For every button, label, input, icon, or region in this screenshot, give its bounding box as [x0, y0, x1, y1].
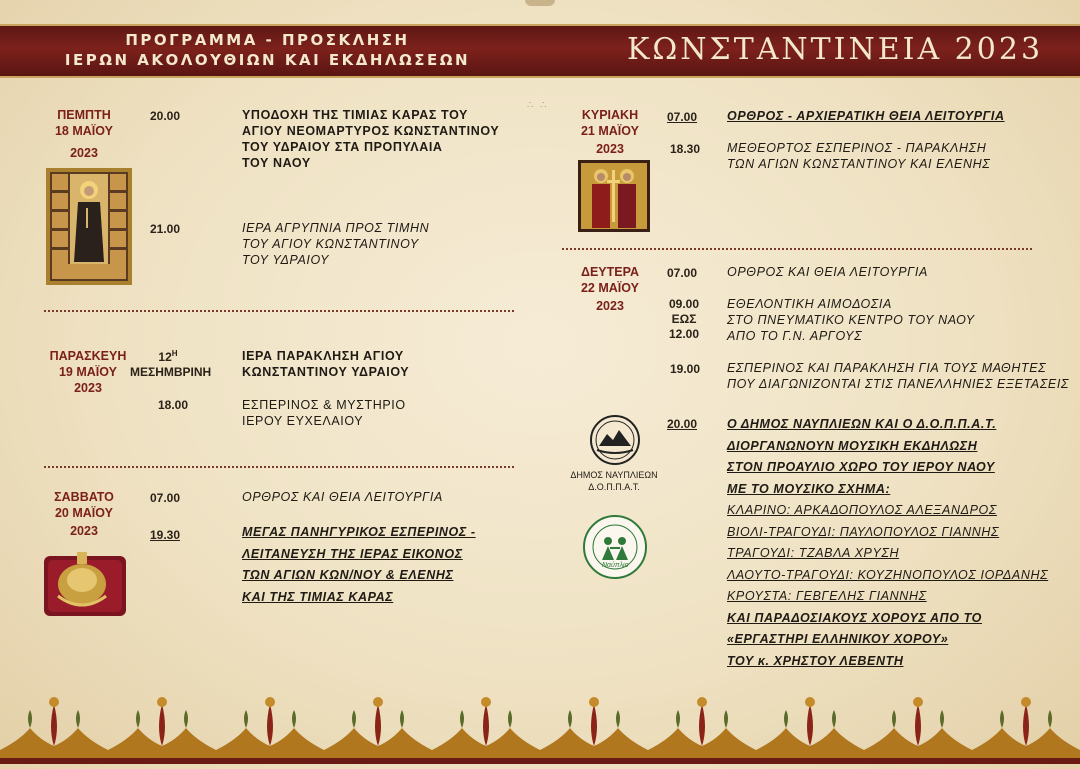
monday-time-2 — [660, 297, 708, 342]
sunday-day: ΚΥΡΙΑΚΗ — [581, 108, 639, 122]
saturday-event-2-line: ΚΑΙ ΤΗΣ ΤΙΜΙΑΣ ΚΑΡΑΣ — [242, 589, 394, 604]
concert-line: ΜΕ ΤΟ ΜΟΥΣΙΚΟ ΣΧΗΜΑ: — [727, 481, 891, 496]
saturday-date — [34, 489, 134, 539]
sunday-event-1-line: ΟΡΘΡΟΣ - ΑΡΧΙΕΡΑΤΙΚΗ ΘΕΙΑ ΛΕΙΤΟΥΡΓΙΑ — [727, 109, 1005, 123]
monday-event-2-line: ΑΠΟ ΤΟ Γ.Ν. ΑΡΓΟΥΣ — [727, 329, 863, 343]
monday-event-1 — [727, 264, 928, 280]
monday-event-2 — [727, 296, 975, 344]
header-left-title — [40, 30, 495, 70]
top-ornament — [525, 0, 555, 6]
sunday-year: 2023 — [596, 142, 624, 156]
friday-event-1-line: ΚΩΝΣΤΑΝΤΙΝΟΥ ΥΔΡΑΙΟΥ — [242, 365, 410, 379]
sunday-day-month: 21 ΜΑΪΟΥ — [580, 124, 639, 138]
header-left-line-1: ΠΡΟΓΡΑΜΜΑ - ΠΡΟΣΚΛΗΣΗ — [125, 31, 410, 49]
dance-workshop-city: Ναύπλιο — [602, 562, 629, 569]
thursday-event-1-line: ΤΟΥ ΝΑΟΥ — [242, 156, 311, 170]
friday-time-superscript: Η — [171, 349, 178, 358]
saturday-time-1: 07.00 — [150, 491, 181, 505]
monday-event-2-line: ΕΘΕΛΟΝΤΙΚΗ ΑΙΜΟΔΟΣΙΑ — [727, 297, 892, 311]
thursday-year: 2023 — [70, 146, 98, 160]
thursday-event-1-line: ΑΓΙΟΥ ΝΕΟΜΑΡΤΥΡΟΣ ΚΩΝΣΤΑΝΤΙΝΟΥ — [242, 124, 500, 138]
thursday-event-1 — [242, 107, 499, 171]
sunday-event-1 — [727, 108, 1005, 124]
dance-workshop-logo — [582, 514, 648, 580]
sunday-date — [560, 107, 660, 157]
monday-event-2-line: ΣΤΟ ΠΝΕΥΜΑΤΙΚΟ ΚΕΝΤΡΟ ΤΟΥ ΝΑΟΥ — [727, 313, 975, 327]
monday-event-3 — [727, 360, 1069, 392]
saturday-day-month: 20 ΜΑΪΟΥ — [54, 506, 113, 520]
friday-event-1-line: ΙΕΡΑ ΠΑΡΑΚΛΗΣΗ ΑΓΙΟΥ — [242, 349, 404, 363]
monday-time-2-start: 09.00 — [668, 297, 700, 311]
friday-event-1 — [242, 348, 409, 380]
thursday-time-2: 21.00 — [150, 222, 181, 236]
friday-event-2 — [242, 397, 406, 429]
saturday-time-2: 19.30 — [150, 528, 181, 542]
friday-day: ΠΑΡΑΣΚΕΥΗ — [49, 349, 127, 363]
municipality-nafplio-logo — [585, 414, 645, 466]
footer-ornament-border — [0, 688, 1080, 764]
monday-event-1-line: ΟΡΘΡΟΣ ΚΑΙ ΘΕΙΑ ΛΕΙΤΟΥΡΓΙΑ — [727, 265, 928, 279]
musician-line: ΒΙΟΛΙ-ΤΡΑΓΟΥΔΙ: ΠΑΥΛΟΠΟΥΛΟΣ ΓΙΑΝΝΗΣ — [727, 524, 1000, 539]
saints-constantine-helen-icon — [578, 160, 650, 232]
friday-time-hour: 12 — [158, 350, 172, 364]
thursday-event-1-line: ΤΟΥ ΥΔΡΑΙΟΥ ΣΤΑ ΠΡΟΠΥΛΑΙΑ — [242, 140, 443, 154]
concert-line: Ο ΔΗΜΟΣ ΝΑΥΠΛΙΕΩΝ ΚΑΙ Ο Δ.Ο.Π.Π.Α.Τ. — [727, 417, 997, 431]
friday-event-2-line: ΙΕΡΟΥ ΕΥΧΕΛΑΙΟΥ — [242, 414, 364, 428]
thursday-date — [34, 107, 134, 161]
thursday-day: ΠΕΜΠΤΗ — [57, 108, 111, 122]
monday-event-3-line: ΕΣΠΕΡΙΝΟΣ ΚΑΙ ΠΑΡΑΚΛΗΣΗ ΓΙΑ ΤΟΥΣ ΜΑΘΗΤΕΣ — [727, 361, 1047, 375]
saturday-day: ΣΑΒΒΑΤΟ — [54, 490, 114, 504]
concert-line: ΔΙΟΡΓΑΝΩΝΟΥΝ ΜΟΥΣΙΚΗ ΕΚΔΗΛΩΣΗ — [727, 438, 978, 453]
thursday-event-2-line: ΤΟΥ ΑΓΙΟΥ ΚΩΝΣΤΑΝΤΙΝΟΥ — [242, 237, 419, 251]
thursday-event-2 — [242, 220, 429, 268]
musician-line: ΚΛΑΡΙΝΟ: ΑΡΚΑΔΟΠΟΥΛΟΣ ΑΛΕΞΑΝΔΡΟΣ — [727, 503, 997, 517]
concert-line: «ΕΡΓΑΣΤΗΡΙ ΕΛΛΗΝΙΚΟΥ ΧΟΡΟΥ» — [727, 632, 949, 646]
header-banner — [0, 24, 1080, 78]
thursday-event-1-line: ΥΠΟΔΟΧΗ ΤΗΣ ΤΙΜΙΑΣ ΚΑΡΑΣ ΤΟΥ — [242, 108, 468, 122]
friday-time-2: 18.00 — [158, 398, 189, 412]
saturday-event-2 — [242, 522, 476, 608]
divider — [44, 466, 514, 468]
saturday-event-1 — [242, 489, 443, 505]
friday-time-1 — [130, 346, 212, 380]
header-right-title: ΚΩΝΣΤΑΝΤΙΝΕΙΑ 2023 — [626, 32, 1044, 67]
column-separator-ornament: ∴ ∴ — [527, 100, 549, 111]
thursday-event-2-line: ΙΕΡΑ ΑΓΡΥΠΝΙΑ ΠΡΟΣ ΤΙΜΗΝ — [242, 221, 430, 235]
friday-event-2-line: ΕΣΠΕΡΙΝΟΣ & ΜΥΣΤΗΡΙΟ — [242, 398, 406, 412]
musician-line: ΛΑΟΥΤΟ-ΤΡΑΓΟΥΔΙ: ΚΟΥΖΗΝΟΠΟΥΛΟΣ ΙΟΡΔΑΝΗΣ — [727, 567, 1049, 582]
monday-time-2-until: ΕΩΣ — [671, 312, 697, 326]
friday-day-month: 19 ΜΑΪΟΥ — [58, 365, 117, 379]
divider — [562, 248, 1032, 250]
monday-time-3: 19.00 — [670, 362, 701, 376]
musician-line: ΚΡΟΥΣΤΑ: ΓΕΒΓΕΛΗΣ ΓΙΑΝΝΗΣ — [727, 589, 927, 603]
concert-line: ΣΤΟΝ ΠΡΟΑΥΛΙΟ ΧΩΡΟ ΤΟΥ ΙΕΡΟΥ ΝΑΟΥ — [727, 460, 995, 474]
thursday-event-2-line: ΤΟΥ ΥΔΡΑΙΟΥ — [242, 253, 330, 267]
divider — [44, 310, 514, 312]
sunday-event-2-line: ΤΩΝ ΑΓΙΩΝ ΚΩΝΣΤΑΝΤΙΝΟΥ ΚΑΙ ΕΛΕΝΗΣ — [727, 157, 991, 171]
concert-line: ΚΑΙ ΠΑΡΑΔΟΣΙΑΚΟΥΣ ΧΟΡΟΥΣ ΑΠΟ ΤΟ — [727, 610, 982, 625]
monday-day: ΔΕΥΤΕΡΑ — [580, 265, 640, 279]
sunday-time-1: 07.00 — [667, 110, 698, 124]
monday-time-2-end: 12.00 — [668, 327, 700, 341]
saturday-event-2-line: ΤΩΝ ΑΓΙΩΝ ΚΩΝ/ΝΟΥ & ΕΛΕΝΗΣ — [242, 568, 454, 582]
saturday-event-2-line: ΛΕΙΤΑΝΕΥΣΗ ΤΗΣ ΙΕΡΑΣ ΕΙΚΟΝΟΣ — [242, 546, 463, 561]
thursday-day-month: 18 ΜΑΪΟΥ — [54, 124, 113, 138]
saint-constantine-icon — [46, 168, 132, 285]
monday-time-1: 07.00 — [667, 266, 698, 280]
saturday-event-2-line: ΜΕΓΑΣ ΠΑΝΗΓΥΡΙΚΟΣ ΕΣΠΕΡΙΝΟΣ - — [242, 525, 476, 539]
friday-date — [38, 348, 138, 396]
monday-event-4 — [727, 414, 1048, 672]
relic-reliquary-icon — [44, 546, 126, 616]
musician-line: ΤΡΑΓΟΥΔΙ: ΤΖΑΒΛΑ ΧΡΥΣΗ — [727, 546, 900, 560]
friday-time-noon: ΜΕΣΗΜΒΡΙΝΗ — [130, 365, 212, 379]
thursday-time-1: 20.00 — [150, 109, 181, 123]
sunday-event-2 — [727, 140, 990, 172]
monday-time-4: 20.00 — [667, 417, 698, 431]
saturday-event-1-line: ΟΡΘΡΟΣ ΚΑΙ ΘΕΙΑ ΛΕΙΤΟΥΡΓΙΑ — [242, 490, 443, 504]
saturday-year: 2023 — [70, 524, 98, 538]
friday-year: 2023 — [74, 381, 102, 395]
sunday-time-2: 18.30 — [670, 142, 701, 156]
monday-year: 2023 — [596, 299, 624, 313]
municipality-caption-line: Δ.Ο.Π.Π.Α.Τ. — [588, 482, 640, 492]
monday-event-3-line: ΠΟΥ ΔΙΑΓΩΝΙΖΟΝΤΑΙ ΣΤΙΣ ΠΑΝΕΛΛΗΝΙΕΣ ΕΞΕΤΑΣΕΙΣ — [727, 377, 1070, 391]
sunday-event-2-line: ΜΕΘΕΟΡΤΟΣ ΕΣΠΕΡΙΝΟΣ - ΠΑΡΑΚΛΗΣΗ — [727, 141, 987, 155]
municipality-caption — [554, 469, 674, 493]
header-left-line-2: ΙΕΡΩΝ ΑΚΟΛΟΥΘΙΩΝ ΚΑΙ ΕΚΔΗΛΩΣΕΩΝ — [64, 51, 471, 69]
municipality-caption-line: ΔΗΜΟΣ ΝΑΥΠΛΙΕΩΝ — [570, 470, 658, 480]
monday-day-month: 22 ΜΑΪΟΥ — [580, 281, 639, 295]
concert-line: ΤΟΥ κ. ΧΡΗΣΤΟΥ ΛΕΒΕΝΤΗ — [727, 653, 904, 668]
monday-date — [560, 264, 660, 314]
